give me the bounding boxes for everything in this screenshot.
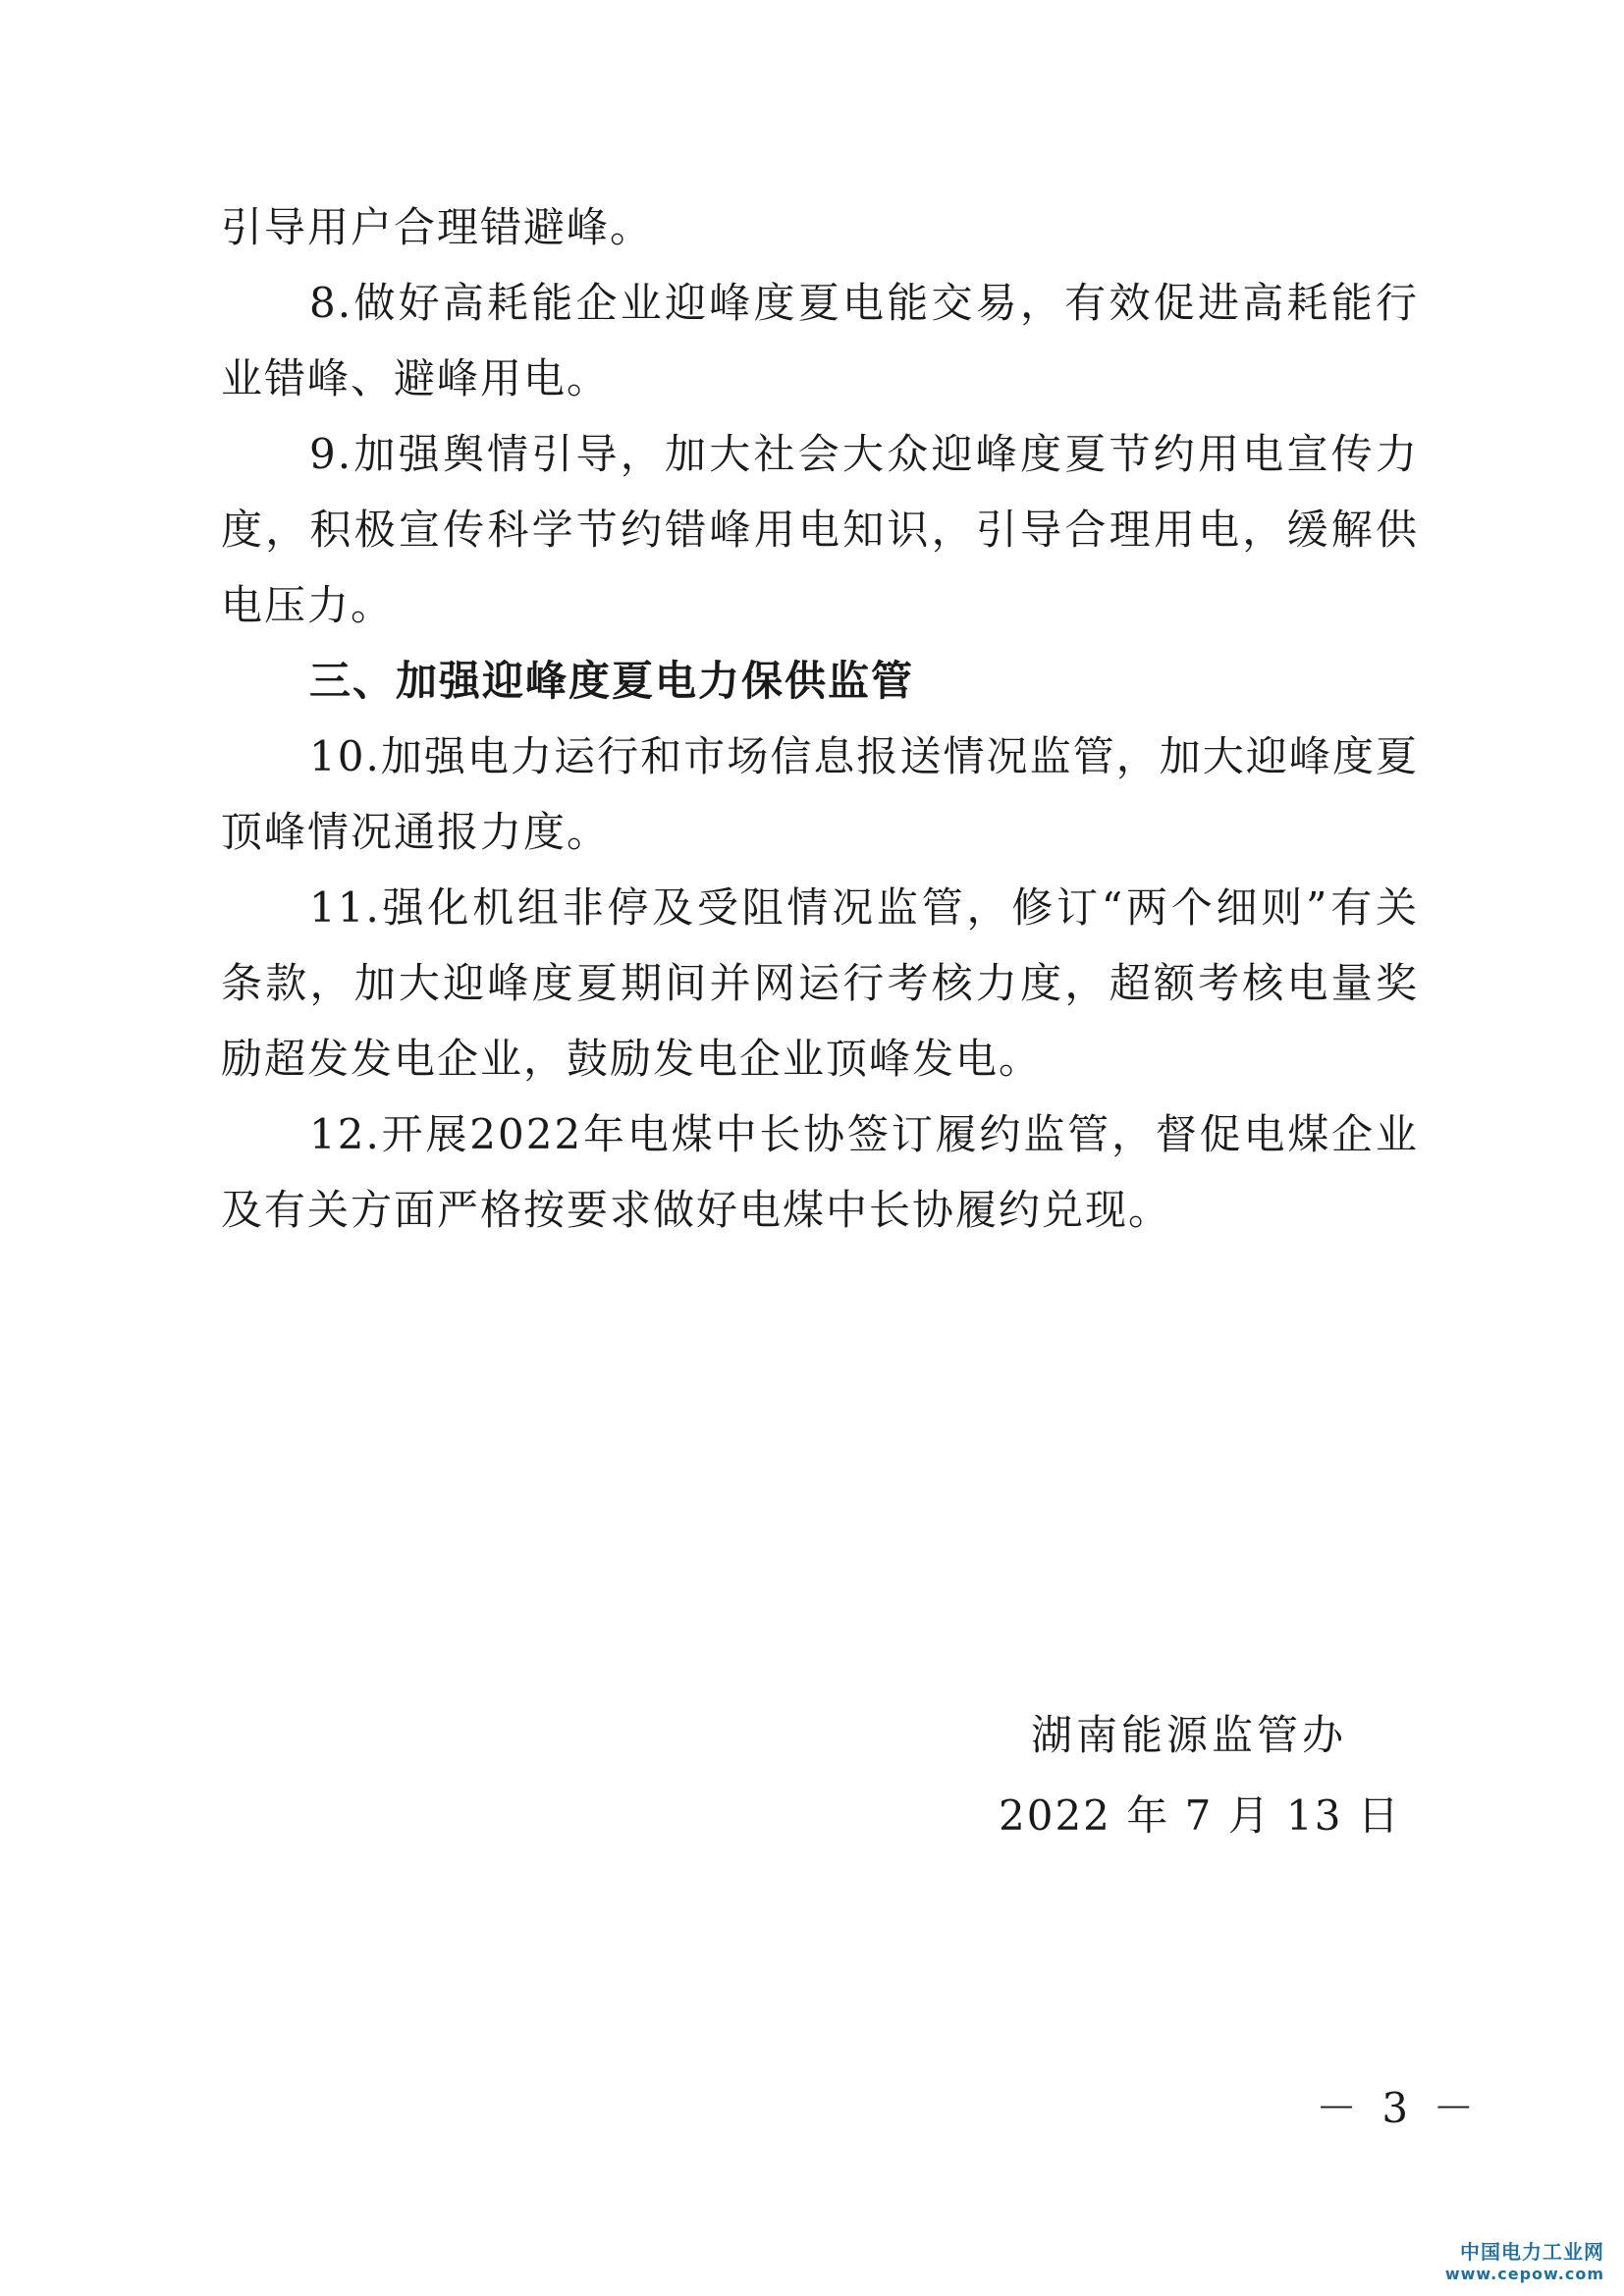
signature-organization: 湖南能源监管办 [1031,1711,1348,1759]
site-watermark [1445,2239,1604,2284]
body-text [221,189,1419,1248]
page-number: － 3 － [1316,2084,1481,2132]
watermark-url: www.cepow.com [1444,2265,1604,2283]
paragraph-item-11: 11.强化机组非停及受阻情况监管，修订“两个细则”有关条款，加大迎峰度夏期间并网运行考核力度，超额考核电量奖励超发发电企业，鼓励发电企业顶峰发电。 [221,883,1419,1083]
section-heading-3: 三、加强迎峰度夏电力保供监管 [309,657,915,705]
paragraph-item-10: 10.加强电力运行和市场信息报送情况监管，加大迎峰度夏顶峰情况通报力度。 [221,732,1419,856]
watermark-title: 中国电力工业网 [1460,2240,1604,2264]
signature-date: 2022 年 7 月 13 日 [999,1791,1401,1840]
paragraph-continuation: 引导用户合理错避峰。 [221,203,654,251]
paragraph-item-12: 12.开展2022年电煤中长协签订履约监管，督促电煤企业及有关方面严格按要求做好电煤中长协履约兑现。 [221,1110,1419,1234]
paragraph-item-9: 9.加强舆情引导，加大社会大众迎峰度夏节约用电宣传力度，积极宣传科学节约错峰用电知识，引导合理用电，缓解供电压力。 [221,430,1419,629]
paragraph-item-8: 8.做好高耗能企业迎峰度夏电能交易，有效促进高耗能行业错峰、避峰用电。 [221,279,1419,402]
